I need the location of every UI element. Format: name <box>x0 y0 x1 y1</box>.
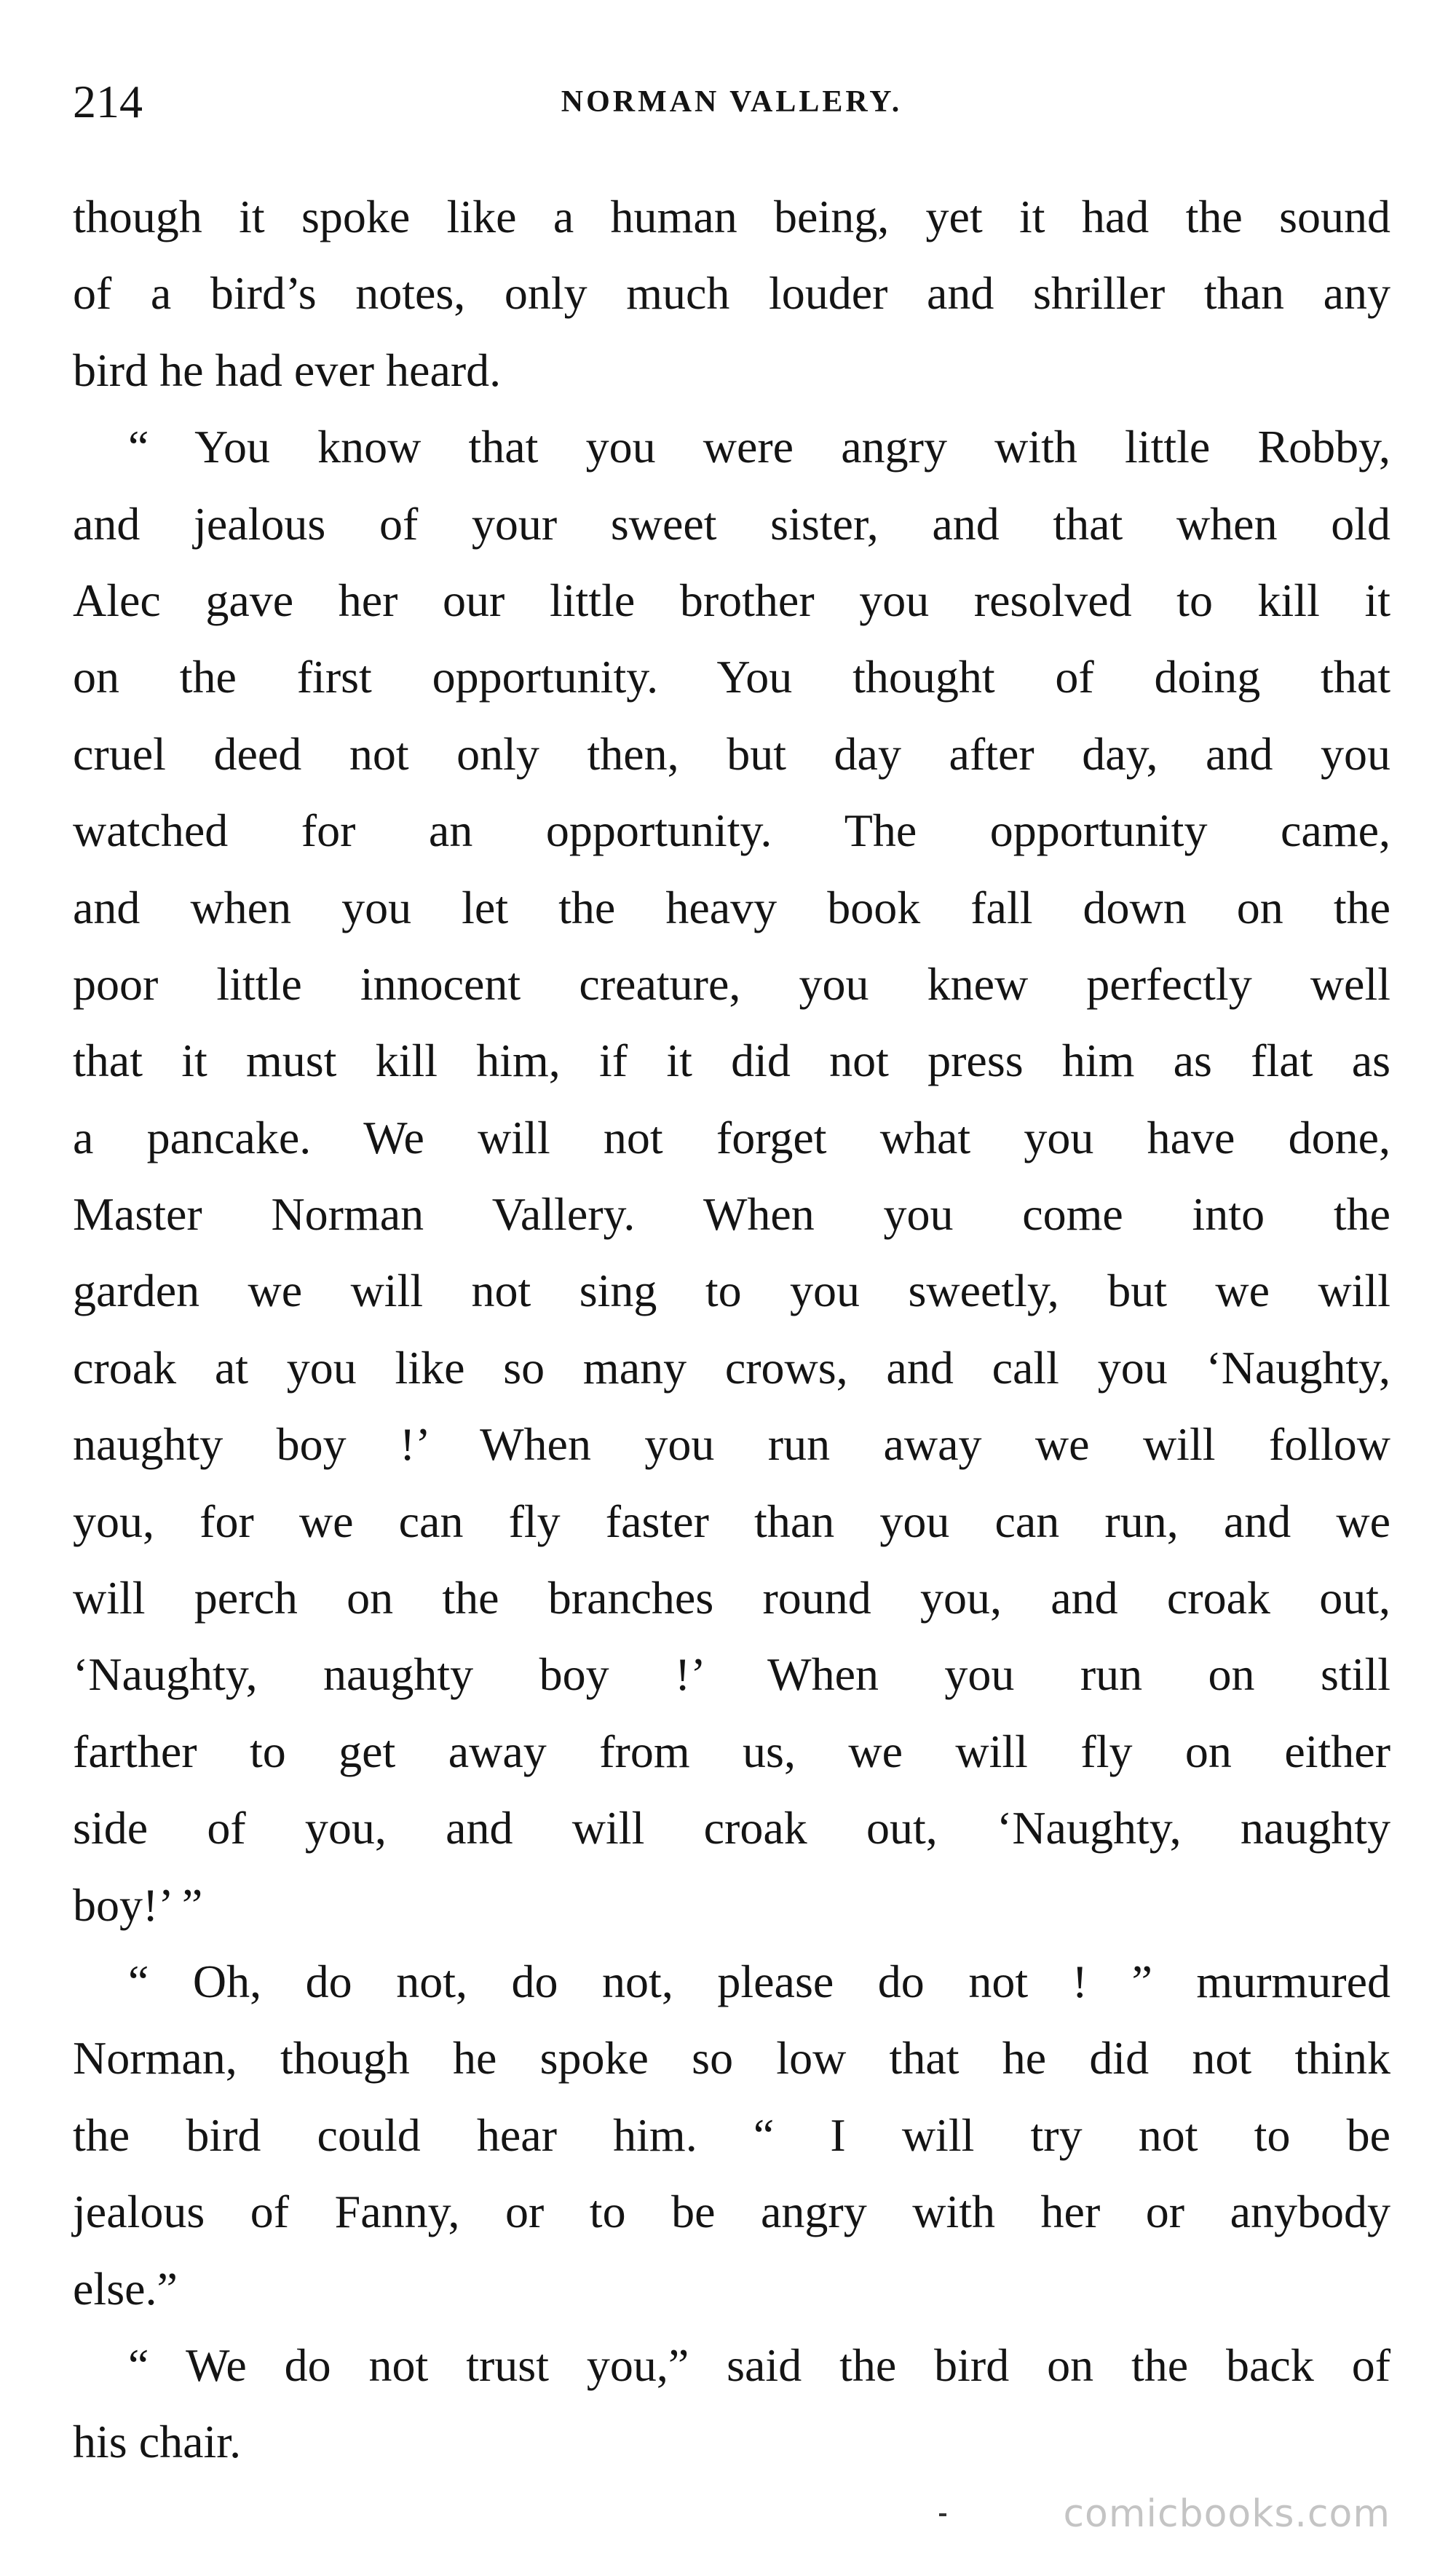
text-line: of a bird’s notes, only much louder and shriller than any <box>73 267 1390 320</box>
watermark: comicbooks.com <box>1063 2492 1390 2536</box>
text-line: you, for we can fly faster than you can run, and we <box>73 1495 1390 1547</box>
text-line: though it spoke like a human being, yet it had the sound <box>73 191 1390 242</box>
page-header <box>73 69 1390 135</box>
text-line: cruel deed not only then, but day after day, and you <box>73 727 1390 780</box>
text-line: jealous of Fanny, or to be angry with her or anybody <box>73 2186 1390 2238</box>
text-line: naughty boy !’ When you run away we will follow <box>73 1418 1390 1471</box>
text-line: “ We do not trust you,” said the bird on the back of <box>128 2339 1390 2391</box>
page-number: 214 <box>73 76 143 127</box>
text-line: Norman, though he spoke so low that he did not think <box>73 2032 1390 2084</box>
text-line: and when you let the heavy book fall down on the <box>73 881 1390 933</box>
text-line: Master Norman Vallery. When you come into the <box>73 1188 1390 1241</box>
text-line: ‘Naughty, naughty boy !’ When you run on still <box>73 1648 1390 1701</box>
text-line: “ Oh, do not, do not, please do not ! ” murmured <box>128 1955 1390 2007</box>
text-line: will perch on the branches round you, and croak out, <box>73 1572 1390 1624</box>
ink-speck <box>939 2513 946 2516</box>
text-line: else.” <box>73 2262 178 2315</box>
text-line: farther to get away from us, we will fly on either <box>73 1725 1390 1777</box>
text-line: poor little innocent creature, you knew perfectly well <box>73 957 1390 1010</box>
text-line: a pancake. We will not forget what you have done, <box>73 1111 1390 1163</box>
text-line: Alec gave her our little brother you resolved to kill it <box>73 574 1390 626</box>
text-line: and jealous of your sweet sister, and that when old <box>73 497 1390 550</box>
text-line: bird he had ever heard. <box>73 344 502 396</box>
text-line: “ You know that you were angry with little Robby, <box>128 421 1390 473</box>
text-line: that it must kill him, if it did not press him as flat as <box>73 1035 1390 1087</box>
running-title: NORMAN VALLERY. <box>561 85 903 119</box>
text-line: on the first opportunity. You thought of doing that <box>73 651 1390 703</box>
text-line: side of you, and will croak out, ‘Naughty, naughty <box>73 1802 1390 1854</box>
text-line: boy!’ ” <box>73 1878 203 1931</box>
text-line: the bird could hear him. “ I will try not to be <box>73 2109 1390 2161</box>
text-line: croak at you like so many crows, and call you ‘Naughty, <box>73 1341 1390 1394</box>
text-line: garden we will not sing to you sweetly, but we will <box>73 1265 1390 1317</box>
text-line: his chair. <box>73 2416 242 2468</box>
text-line: watched for an opportunity. The opportunity came, <box>73 805 1390 857</box>
body-text <box>73 178 1390 2481</box>
